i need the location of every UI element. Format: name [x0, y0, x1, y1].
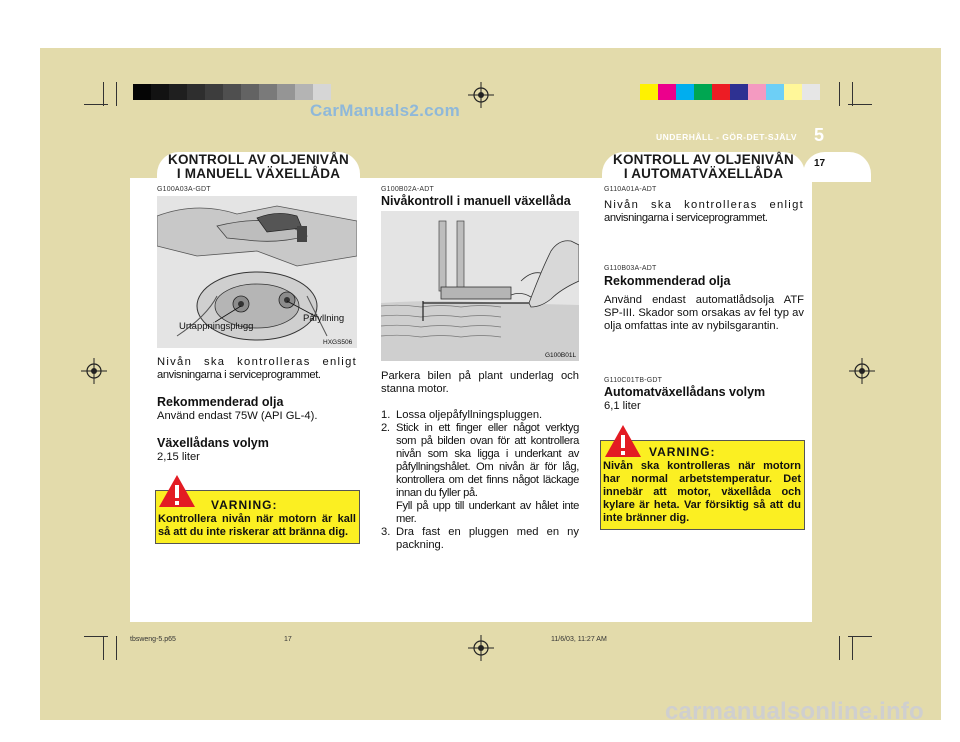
col1-oil-heading: Rekommenderad olja [157, 395, 284, 409]
step-item: 1. Lossa oljepåfyllningspluggen. [381, 409, 543, 421]
col3-intro-line2: anvisningarna i serviceprogrammet. [604, 212, 768, 224]
right-tab-title: KONTROLL AV OLJENIVÅN I AUTOMATVÄXELLÅDA [613, 152, 794, 181]
col1-intro-line1: Nivån ska kontrolleras enligt [157, 356, 357, 368]
registration-target-right [849, 358, 875, 384]
col1-volume-heading: Växellådans volym [157, 436, 269, 450]
footer-page: 17 [284, 636, 292, 643]
level-check-illustration [381, 211, 579, 361]
col1-volume-text: 2,15 liter [157, 451, 200, 463]
left-tab-title: KONTROLL AV OLJENIVÅN I MANUELL VÄXELLÅDA [168, 152, 349, 181]
drain-plug-label: Urtappningsplugg [179, 321, 254, 332]
col3-warning-text: Nivån ska kontrolleras när motorn har normal arbetstemperatur. Det innebär att motor, växellåda och kylare är heta. Var försiktig så att du inte bränner dig. [603, 460, 801, 524]
figure-code: HXGS506 [323, 339, 353, 346]
footer-date: 11/6/03, 11:27 AM [551, 636, 607, 643]
col1-warning-icon [158, 474, 196, 508]
registration-target-top [468, 82, 494, 108]
col3-volume-text: 6,1 liter [604, 400, 641, 412]
watermark-top[interactable]: CarManuals2.com [310, 101, 460, 120]
col1-warning-title: VARNING: [211, 498, 278, 512]
col2-code: G100B02A-ADT [381, 186, 434, 193]
col3-oil-heading: Rekommenderad olja [604, 274, 731, 288]
registration-target-left [81, 358, 107, 384]
col1-intro-line2: anvisningarna i serviceprogrammet. [157, 369, 321, 381]
section-title: UNDERHÅLL - GÖR-DET-SJÄLV [656, 132, 798, 142]
step-item: 3. Dra fast en pluggen med en ny packning. [381, 526, 579, 551]
col3-volume-heading: Automatväxellådans volym [604, 385, 766, 399]
col3-oil-text: Använd endast automatlådsolja ATF SP-III. Skador som orsakas av fel typ av olja omfattas inte av nybilsgarantin. [604, 294, 804, 332]
col2-heading: Nivåkontroll i manuell växellåda [381, 194, 571, 208]
watermark-bottom[interactable]: carmanualsonline.info [665, 698, 924, 725]
col3-warning-icon [604, 424, 642, 458]
col2-intro: Parkera bilen på plant underlag och stanna motor. [381, 370, 579, 395]
col1-code: G100A03A-GDT [157, 186, 211, 193]
col3-code2: G110B03A-ADT [604, 265, 657, 272]
col2-steps [381, 409, 579, 552]
gearbox-figure [157, 196, 357, 348]
col3-code1: G110A01A-ADT [604, 186, 657, 193]
footer-file: tbsweng-5.p65 [130, 636, 176, 643]
fill-plug-label: Påfyllning [303, 313, 345, 324]
col3-intro-line1: Nivån ska kontrolleras enligt [604, 199, 804, 211]
level-check-figure [381, 211, 579, 361]
col1-warning-text: Kontrollera nivån när motorn är kall så att du inte riskerar att bränna dig. [158, 513, 356, 538]
registration-target-bottom [468, 635, 494, 661]
section-number: 5 [814, 125, 825, 145]
col3-warning-title: VARNING: [649, 445, 716, 459]
step-item: 2. Stick in ett finger eller något verktyg som på bilden ovan för att kontrollera nivån som ska ligga i underkant av påfyllningshålet. Om nivån är för låg, kontrollera om det finns något läckage innan du fyller på. Fyll på upp till underkant av hålet inte mer. [381, 422, 579, 525]
col1-oil-text: Använd endast 75W (API GL-4). [157, 410, 318, 422]
col3-code3: G110C01TB-GDT [604, 377, 663, 384]
level-figure-code: G100B01L [545, 352, 577, 359]
page-number: 17 [814, 158, 826, 169]
